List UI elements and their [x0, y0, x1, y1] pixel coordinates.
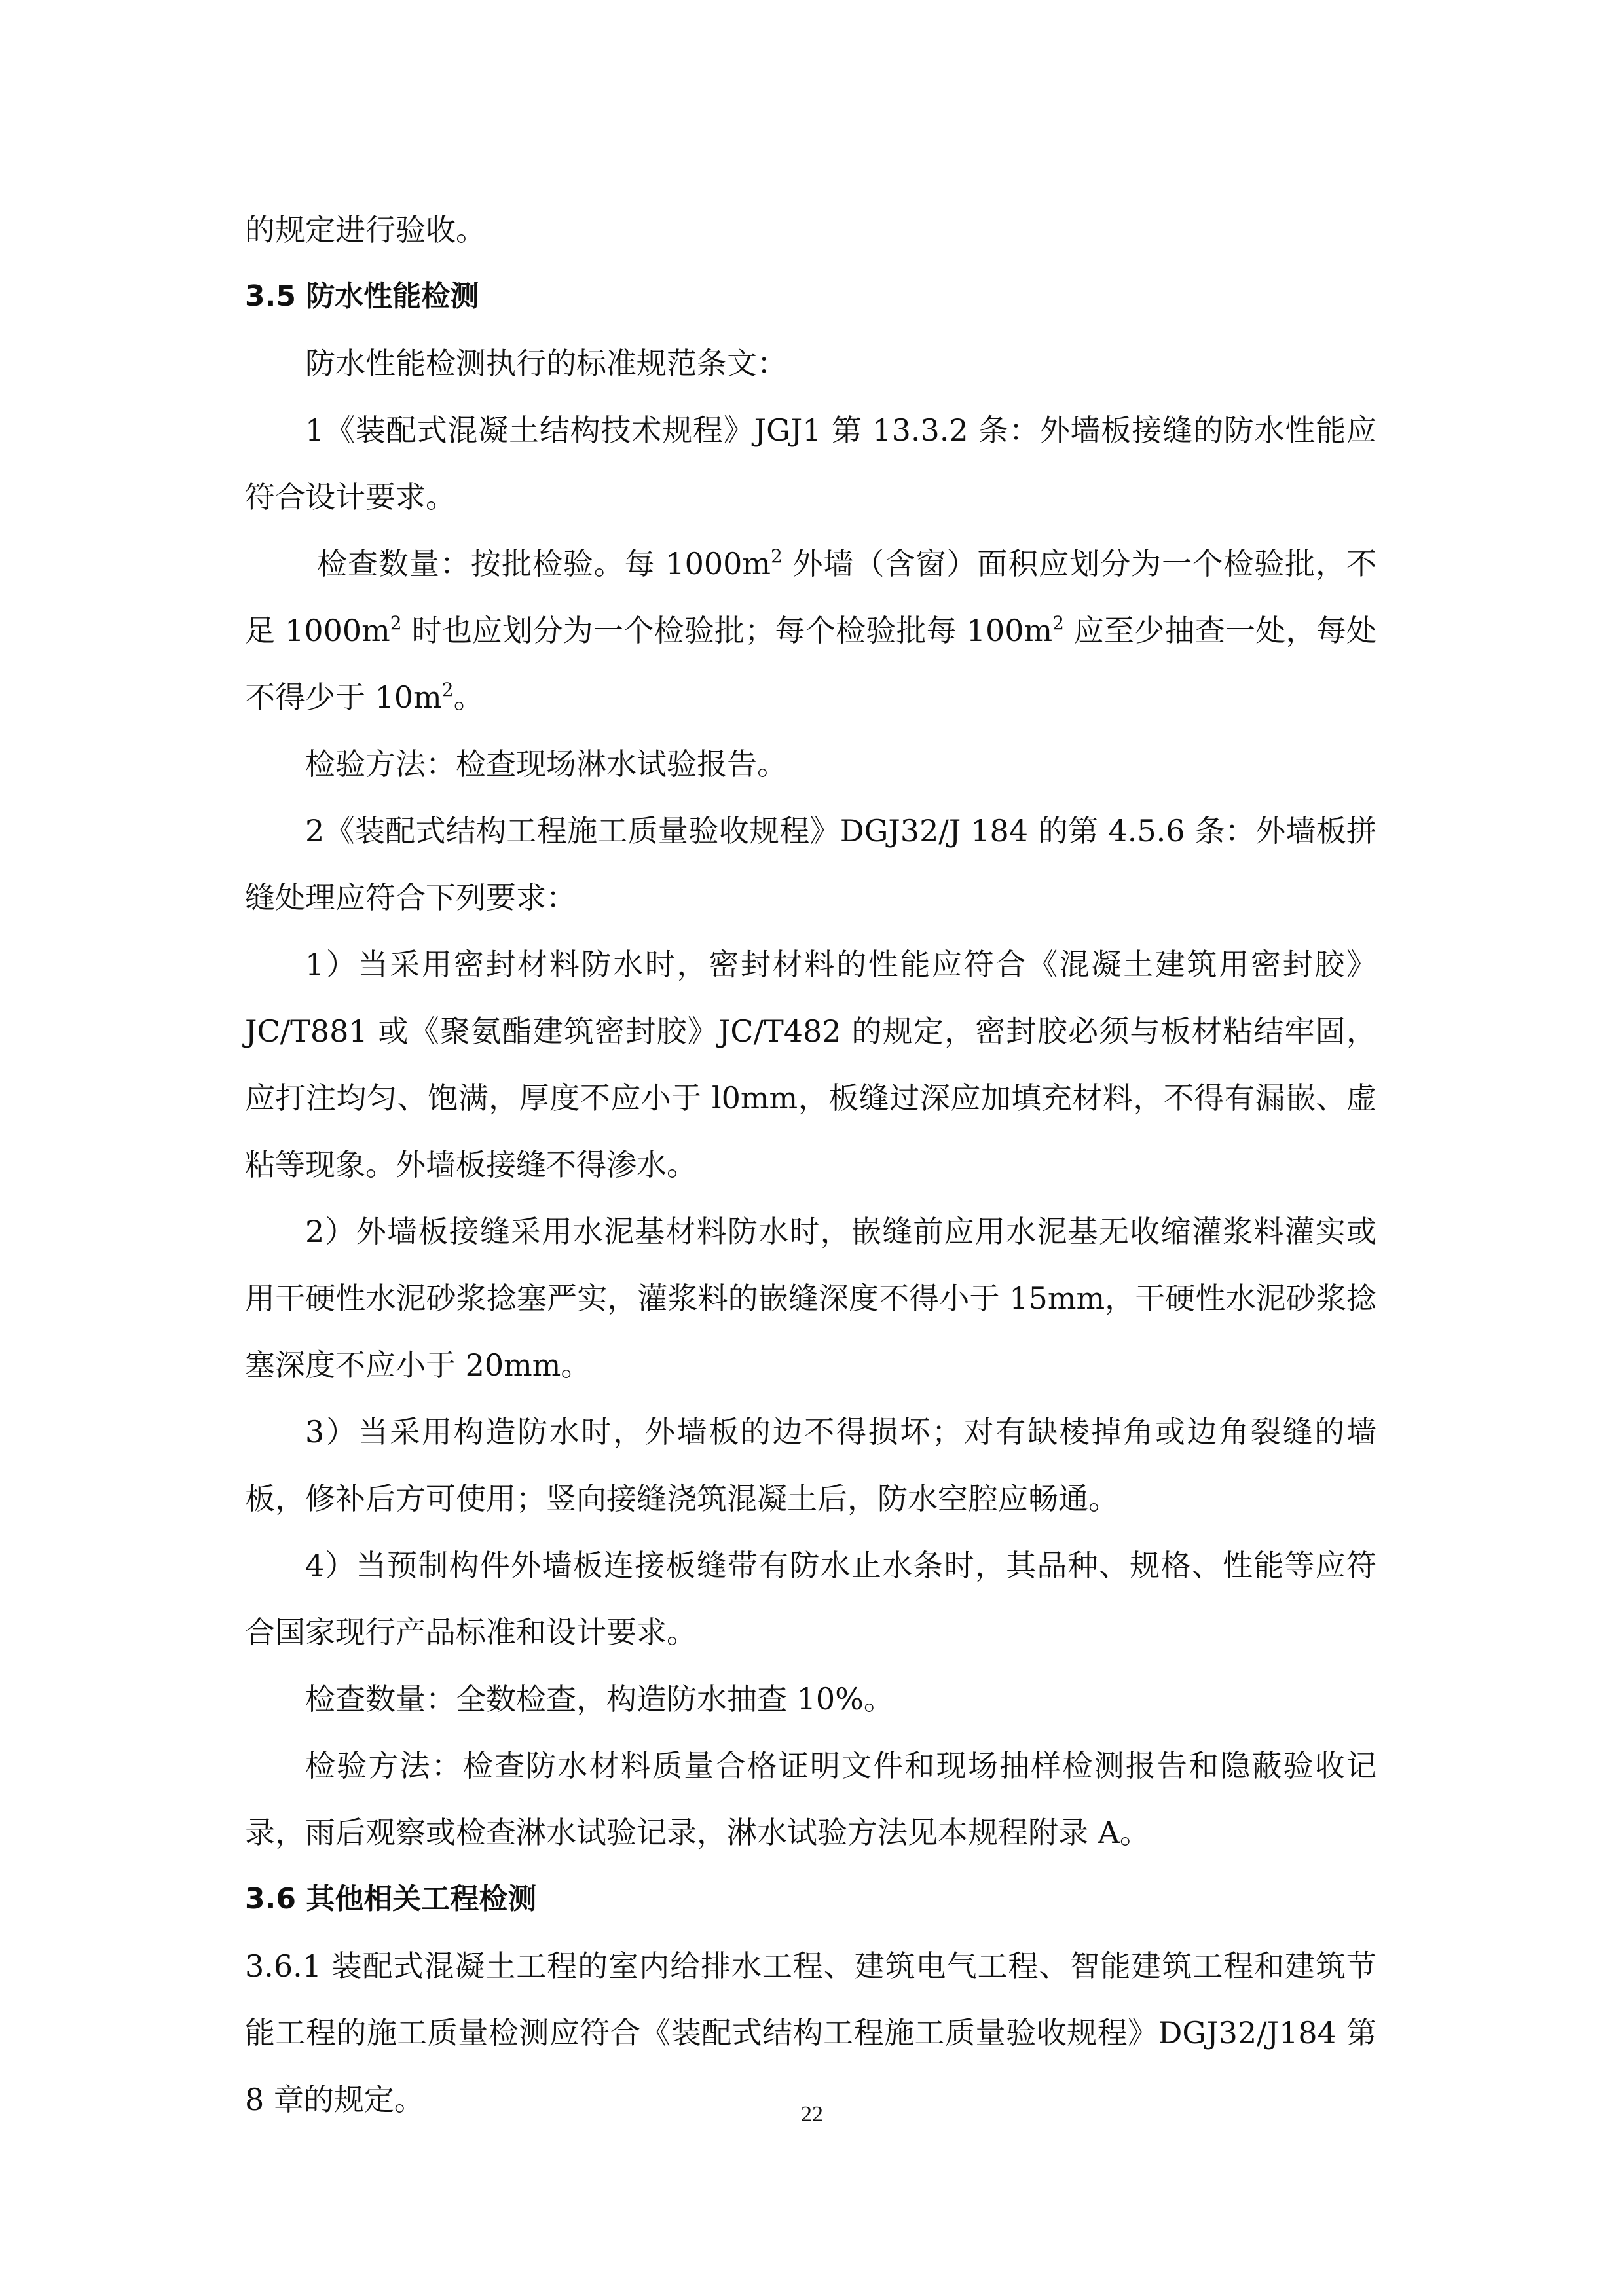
section-heading-3-5: 3.5 防水性能检测 [245, 280, 479, 313]
paragraph-clause-2: 2《装配式结构工程施工质量验收规程》DGJ32/J 184 的第 4.5.6 条：外墙板拼缝处理应符合下列要求： [245, 813, 1376, 915]
paragraph-item-1: 1）当采用密封材料防水时，密封材料的性能应符合《混凝土建筑用密封胶》JC/T881 或《聚氨酯建筑密封胶》JC/T482 的规定，密封胶必须与板材粘结牢固，应打注均匀、饱满，厚度不应小于 l0mm，板缝过深应加填充材料，不得有漏嵌、虚粘等现象。外墙板接缝不得渗水。 [245, 947, 1376, 1182]
superscript-2: 2 [390, 611, 402, 634]
page-number: 22 [801, 2102, 823, 2126]
paragraph-item-4: 4）当预制构件外墙板连接板缝带有防水止水条时，其品种、规格、性能等应符合国家现行产品标准和设计要求。 [245, 1548, 1376, 1650]
inspection-quantity-text-d: 应至少抽查一处，每处不得少于 10m [245, 613, 1376, 715]
paragraph-item-3: 3）当采用构造防水时，外墙板的边不得损坏；对有缺棱掉角或边角裂缝的墙板，修补后方可使用；竖向接缝浇筑混凝土后，防水空腔应畅通。 [245, 1414, 1376, 1516]
paragraph-clause-1: 1《装配式混凝土结构技术规程》JGJ1 第 13.3.2 条：外墙板接缝的防水性能应符合设计要求。 [245, 412, 1376, 515]
paragraph-continuation: 的规定进行验收。 [245, 212, 486, 247]
paragraph-3-6-1: 3.6.1 装配式混凝土工程的室内给排水工程、建筑电气工程、智能建筑工程和建筑节能工程的施工质量检测应符合《装配式结构工程施工质量验收规程》DGJ32/J184 第 8 章的规定。 [245, 1948, 1376, 2117]
paragraph-inspection-quantity [245, 530, 1376, 731]
superscript-2: 2 [441, 678, 454, 701]
superscript-2: 2 [1052, 611, 1064, 634]
paragraph-inspection-quantity-2: 检查数量：全数检查，构造防水抽查 10%。 [305, 1681, 894, 1717]
paragraph-inspection-method: 检验方法：检查现场淋水试验报告。 [305, 746, 787, 782]
paragraph-item-2: 2）外墙板接缝采用水泥基材料防水时，嵌缝前应用水泥基无收缩灌浆料灌实或用干硬性水泥砂浆捻塞严实，灌浆料的嵌缝深度不得小于 15mm，干硬性水泥砂浆捻塞深度不应小于 20mm。 [245, 1214, 1376, 1383]
inspection-quantity-text-b: 外墙（含窗）面积应划分为一个检验批，不足 1000m [245, 546, 1376, 648]
inspection-quantity-text-c: 时也应划分为一个检验批；每个检验批每 100m [401, 613, 1053, 648]
paragraph-inspection-method-2: 检验方法：检查防水材料质量合格证明文件和现场抽样检测报告和隐蔽验收记录，雨后观察或检查淋水试验记录，淋水试验方法见本规程附录 A。 [245, 1748, 1376, 1850]
superscript-2: 2 [771, 545, 783, 567]
inspection-quantity-text-e: 。 [453, 680, 484, 715]
inspection-quantity-text-a: 检查数量：按批检验。每 1000m [317, 546, 771, 581]
paragraph-intro: 防水性能检测执行的标准规范条文： [305, 346, 787, 381]
section-heading-3-6: 3.6 其他相关工程检测 [245, 1882, 537, 1916]
page-body [245, 196, 1376, 2133]
